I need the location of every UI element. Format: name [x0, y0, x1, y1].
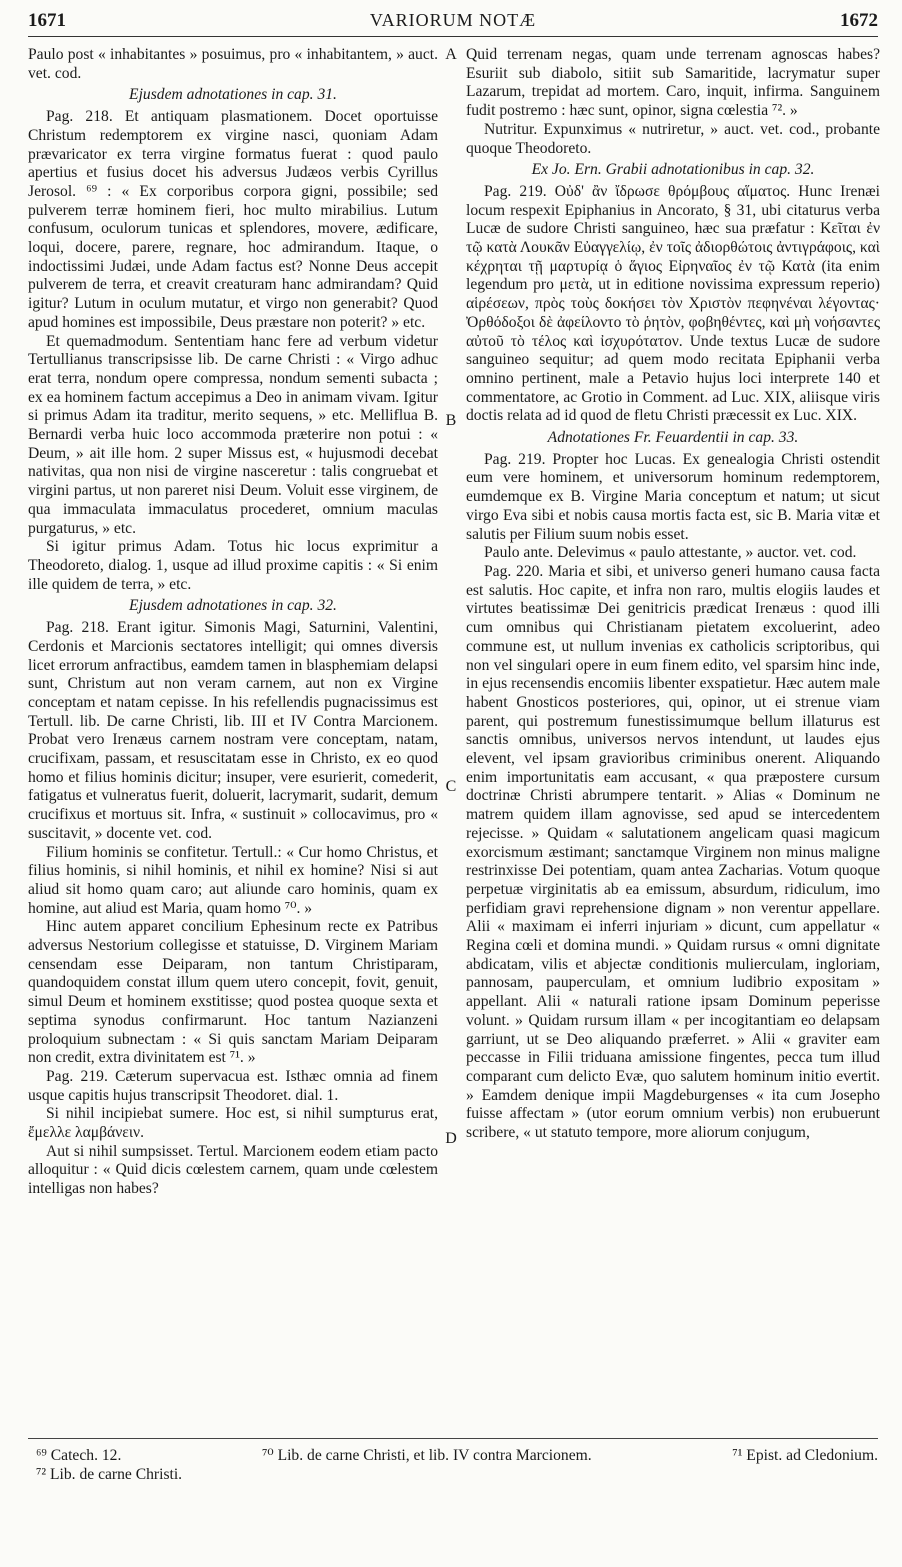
page-number-right: 1672: [840, 10, 878, 31]
section-heading: Ejusdem adnotationes in cap. 32.: [129, 597, 337, 615]
header-rule: [28, 36, 878, 37]
margin-marker-c: C: [445, 778, 457, 795]
paragraph: Pag. 219. Οὐδ' ἂν ἴδρωσε θρόμβους αἵματος. Hunc Irenæi locum respexit Epiphanius in Ancorato, § 31, ubi citaturus verba Lucæ de sudore Christi sanguineo, hæc sua præfatur : Κεῖται ἐν τῷ κατὰ Λουκᾶν Εὐαγγελίῳ, ἐν τοῖς ἀδιορθώτοις ἀντιγράφοις, καὶ κέχρηται τῇ μαρτυρίᾳ ὁ ἅγιος Εἰρηναῖος ἐν τῷ Κατὰ (ita enim legendum pro μετὰ, ut in editione novissima expressum reperio) αἱρέσεων, πρὸς τοὺς δοκήσει τὸν Χριστὸν πεφηνέναι λέγοντας· Ὀρθόδοξοι δὲ ἀφείλοντο τὸ ῥητὸν, φοβηθέντες, καὶ μὴ νοήσαντες αὐτοῦ τὸ τέλος καὶ ἰσχυρότατον. Unde textus Lucæ de sudore sanguineo sequitur; ad quem modo recitata Epiphanii verba omnino pertinent, male a Petavio hujus loci interprete 140 et commentatore, ac Grotio in Comment. ad Luc. XIX, aliisque viris doctis relata ad id quod de fletu Christi præcessit ex Luc. XIX.: [466, 182, 880, 425]
paragraph: Si nihil incipiebat sumere. Hoc est, si nihil sumpturus erat, ἔμελλε λαμβάνειν.: [28, 1105, 438, 1142]
paragraph: Nutritur. Expunximus « nutriretur, » auct. vet. cod., probante quoque Theodoreto.: [466, 120, 880, 157]
paragraph: Hinc autem apparet concilium Ephesinum recte ex Patribus adversus Nestorium collegisse et statuisse, D. Virginem Mariam censendam esse Deiparam, non tantum Christiparam, quandoquidem constat illum quem utero concepit, fovit, genuit, simul Deum et hominem exstitisse; quod postea quoque sexta et septima synodus confirmarunt. Hoc tantum Nazianzeni proloquium subnectam : « Si quis sanctam Mariam Deiparam non credit, extra divinitatem est ⁷¹. »: [28, 918, 438, 1067]
paragraph: Pag. 220. Maria et sibi, et universo generi humano causa facta est salutis. Hoc capite, et infra non raro, multis elogiis laudes et virtutes beatissimæ Dei genitricis prædicat Irenæus : quod illi cum omnibus qui Christianam pietatem excoluerint, adeo commune est, ut nullum invenias ex catholicis scriptoribus, qui non vel singulari opere in eum finem edito, vel sparsim hinc inde, in ejus recensendis encomiis libenter exspatietur. Hæc autem male habent Gnosticos posteriores, qui, opinor, ut ei strenue viam parent, qui postremum funestissimumque bellum illaturus est sanctis omnibus, universos nervos intendunt, ut laudes ejus elevent, vel ipsam gravioribus criminibus onerent. Aliquando enim importunitatis eam accusant, « qua præpostere cursum doctrinæ Christi abrumpere tentarit. » Alias « Dominum ne matrem quidem illam agnovisse, sed apud se intercedentem rejecisse. » Quidam « salutationem angelicam quasi magicum exorcismum æstimant; sanctamque Virginem non minus maligne restrinxisse Dei potentiam, quam antea Zacharias. Votum quoque perpetuæ virginitatis ab ea emissum, absurdum, ridiculum, imo perfidiam gravi reprehensione dignam » non verentur appellare. Alii « maximam ei inferri injuriam » dicunt, cum appellatur « Regina cœli et domina mundi. » Quidam rursus « omni dignitate abdicatam, vilis et abjectæ conditionis mulierculam, ingloriam, pannosam, pauperculam, et omnium ludibrio expositam » appellant. Alii « naturali ratione ipsam Dominum peperisse volunt. » Quidam rursum illam « per incogitantiam eo delapsam garriunt, ut se Deo aliquando præferret. » Alii « graviter eam peccasse in Filii triduana amissione fingentes, pecca tum illud comparant cum delicto Evæ, quo salutem hominum initio evertit. » Eamdem denique impii Magdeburgenses « ita cum Josepho fuisse affectam » (utor eorum omnium verbis) non erubuerunt scribere, « ut statuto tempore, more aliorum conjugum,: [466, 562, 880, 1142]
left-column: [28, 46, 438, 1199]
footnote-72: ⁷² Lib. de carne Christi.: [36, 1466, 183, 1483]
paragraph: Pag. 219. Propter hoc Lucas. Ex genealogia Christi ostendit eum vere hominem, et universorum hominum redemptorem, eumdemque ex B. Virgine Maria conceptum et natum; ut sicut virgo Eva sibi et nobis causa mortis facta est, sic B. Maria vitæ et salutis per Filium suum nobis esset.: [466, 450, 880, 543]
margin-marker-b: B: [445, 412, 457, 429]
paragraph: Paulo ante. Delevimus « paulo attestante, » auctor. vet. cod.: [484, 544, 857, 562]
paragraph: Filium hominis se confitetur. Tertull.: « Cur homo Christus, et filius hominis, si nihil hominis, et nihil ex homine? Nisi si aut aliud sit homo quam caro; aut aliunde caro hominis, quam ex homine, aut aliud est Maria, quam homo ⁷⁰. »: [28, 843, 438, 917]
footnote-69: ⁶⁹ Catech. 12.: [36, 1447, 122, 1464]
paragraph: Quid terrenam negas, quam unde terrenam agnoscas habes? Esuriit sub diabolo, sitiit sub Samaritide, lacrymatur super Lazarum, trepidat ad mortem. Caro, inquit, infirma. Sanguinem fudit postremo : hæc sunt, opinor, signa cœlestia ⁷². »: [466, 46, 880, 120]
running-title: VARIORUM NOTÆ: [369, 10, 537, 30]
paragraph: Pag. 219. Cæterum supervacua est. Isthæc omnia ad finem usque capitis hujus transcripsit Theodoret. dial. 1.: [28, 1067, 438, 1104]
footnote-70: ⁷⁰ Lib. de carne Christi, et lib. IV contra Marcionem.: [261, 1447, 592, 1464]
paragraph: Aut si nihil sumpsisset. Tertul. Marcionem eodem etiam pacto alloquitur : « Quid dicis cœlestem carnem, quam unde cœlestem intelligas non habes?: [28, 1142, 438, 1198]
margin-marker-d: D: [445, 1130, 457, 1147]
footnote-rule: [28, 1438, 878, 1439]
footnote-71: ⁷¹ Epist. ad Cledonium.: [732, 1447, 878, 1464]
paragraph: Si igitur primus Adam. Totus hic locus exprimitur a Theodoreto, dialog. 1, usque ad illud proxime capitis : « Si enim ille quidem de terra, » etc.: [28, 538, 438, 593]
page-header: [28, 10, 878, 36]
section-heading: Adnotationes Fr. Feuardentii in cap. 33.: [547, 429, 799, 447]
margin-marker-a: A: [445, 46, 457, 63]
paragraph: Pag. 218. Erant igitur. Simonis Magi, Saturnini, Valentini, Cerdonis et Marcionis sectatores intelligit; qui omnes diversis licet errorum anfractibus, eamdem tamen in blasphemiam delapsi sunt, Christum aut non veram carnem, aut non ex Virgine conceptam et natam cepisse. In his refellendis pugnacissimus est Tertull. lib. De carne Christi, lib. III et IV Contra Marcionem. Probat vero Irenæus carnem nostram vere conceptam, natam, crucifixam, passam, et resuscitatam esse in Christo, ex eo quod homo et filius hominis dicitur; insuper, vere esurierit, comederit, fatigatus et vulneratus fuerit, doluerit, lacrymarit, sudarit, demum crucifixus et mortuus sit. Infra, « sustinuit » collocavimus, pro « suscitavit, » docente vet. cod.: [28, 619, 438, 842]
page-number-left: 1671: [28, 10, 66, 31]
right-column: [466, 46, 880, 1143]
paragraph: Pag. 218. Et antiquam plasmationem. Docet oportuisse Christum redemptorem ex virgine nasci, quoniam Adam prævaricator ex terra virgine formatus fuerat : quod paulo apertius et fusius docet his adversus Judæos verbis Cyrillus Jerosol. ⁶⁹ : « Ex corporibus corpora gigni, possibile; sed pulverem terræ hominem fieri, hoc multo mirabilius. Lutum confusum, oculorum tunicas et splendores, movere, ædificare, loqui, docere, parere, regnare, hoc admirandum. Itaque, o indoctissimi Judæi, unde Adam factus est? Nonne Deus accepit pulverem de terra, et creavit creaturam hanc admirandam? Quid igitur? Lutum in oculum mutatur, et virgo non generabit? Quod apud homines est impossibile, Deus præstare non poterit? » etc.: [28, 108, 438, 331]
footnotes: [36, 1446, 878, 1484]
section-heading: Ejusdem adnotationes in cap. 31.: [129, 86, 337, 104]
paragraph: Paulo post « inhabitantes » posuimus, pro « inhabitantem, » auct. vet. cod.: [28, 46, 438, 82]
section-heading: Ex Jo. Ern. Grabii adnotationibus in cap. 32.: [531, 161, 815, 179]
paragraph: Et quemadmodum. Sententiam hanc fere ad verbum videtur Tertullianus transcripsisse lib. De carne Christi : « Virgo adhuc erat terra, nondum opere compressa, nondum sementi subacta ; ex ea hominem factum accepimus a Deo in animam vivam. Igitur si primus Adam ita traditur, merito sequens, » etc. Melliflua B. Bernardi verba huic loco accommoda præterire non potui : « Deum, » ait ille hom. 2 super Missus est, « hujusmodi decebat nativitas, qua non nisi de virgine nasceretur : talis congruebat et virgini partus, ut non pareret nisi Deum. Voluit esse virginem, de qua immaculata immaculatus procederet, omnium maculas purgaturus, » etc.: [28, 332, 438, 537]
